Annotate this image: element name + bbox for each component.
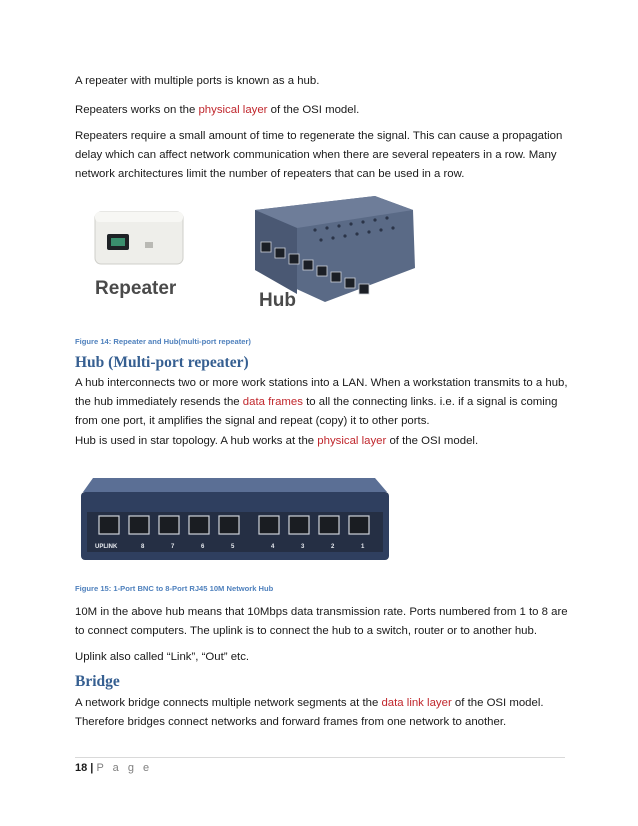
text: of the OSI model. [267, 104, 360, 116]
repeater-label: Repeater [95, 278, 177, 299]
link-data-link-layer: data link layer [381, 697, 452, 709]
port-number: 4 [271, 544, 275, 550]
text: of the OSI model. Therefore bridges connect networks and forward frames from one network to another. [75, 697, 544, 728]
heading-hub: Hub (Multi-port repeater) [75, 354, 249, 371]
port-number: 7 [171, 544, 175, 550]
paragraph-hub-definition: A repeater with multiple ports is known as a hub. [75, 75, 320, 87]
port-number: 1 [361, 544, 365, 550]
page-number: 18 [75, 762, 88, 774]
footer-divider [75, 757, 565, 758]
paragraph-repeater-delay: Repeaters require a small amount of time to regenerate the signal. This can cause a propagation delay which can affect network communication when there are several repeaters in a row. Many network architectures limit the number of repeaters that can be used in a row. [75, 130, 563, 180]
repeater-hub-illustration [75, 190, 415, 320]
paragraph-bridge-description [75, 694, 569, 732]
port-number: 6 [201, 544, 205, 550]
text: Hub is used in star topology. A hub works at the [75, 435, 318, 447]
hub-label: Hub [259, 290, 296, 311]
link-physical-layer: physical layer [317, 435, 387, 447]
figure-14-caption: Figure 14: Repeater and Hub(multi-port repeater) [75, 337, 251, 346]
port-number: 3 [301, 544, 305, 550]
figure-repeater-hub-image [75, 190, 569, 320]
paragraph-uplink-aliases: Uplink also called “Link”, “Out” etc. [75, 651, 250, 663]
text: A network bridge connects multiple network segments at the [75, 697, 382, 709]
port-number: 5 [231, 544, 235, 550]
figure-15-caption: Figure 15: 1-Port BNC to 8-Port RJ45 10M Network Hub [75, 584, 274, 593]
link-data-frames: data frames [242, 396, 303, 408]
page-word: P a g e [96, 762, 153, 774]
text: A hub interconnects two or more work stations into a LAN. When a workstation transmits to a hub, the hub immediately resends the [75, 377, 568, 408]
network-hub-illustration [75, 468, 395, 568]
page-footer [75, 762, 152, 774]
port-number: 2 [331, 544, 335, 550]
paragraph-repeater-layer [75, 101, 569, 120]
footer-separator: | [87, 762, 97, 774]
uplink-label: UPLINK [95, 544, 118, 550]
link-physical-layer: physical layer [198, 104, 268, 116]
paragraph-hub-ports: 10M in the above hub means that 10Mbps data transmission rate. Ports numbered from 1 to 8 are to connect computers. The uplink is to connect the hub to a switch, router or to another hub. [75, 606, 568, 637]
paragraph-hub-description [75, 374, 569, 431]
paragraph-hub-topology [75, 432, 569, 451]
port-number: 8 [141, 544, 145, 550]
heading-bridge: Bridge [75, 673, 120, 690]
text: to all the connecting links. i.e. if a signal is coming from one port, it amplifies the signal and repeat (copy) it to other ports. [75, 396, 558, 427]
text: Repeaters works on the [75, 104, 199, 116]
text: of the OSI model. [386, 435, 479, 447]
figure-network-hub-image [75, 468, 569, 568]
